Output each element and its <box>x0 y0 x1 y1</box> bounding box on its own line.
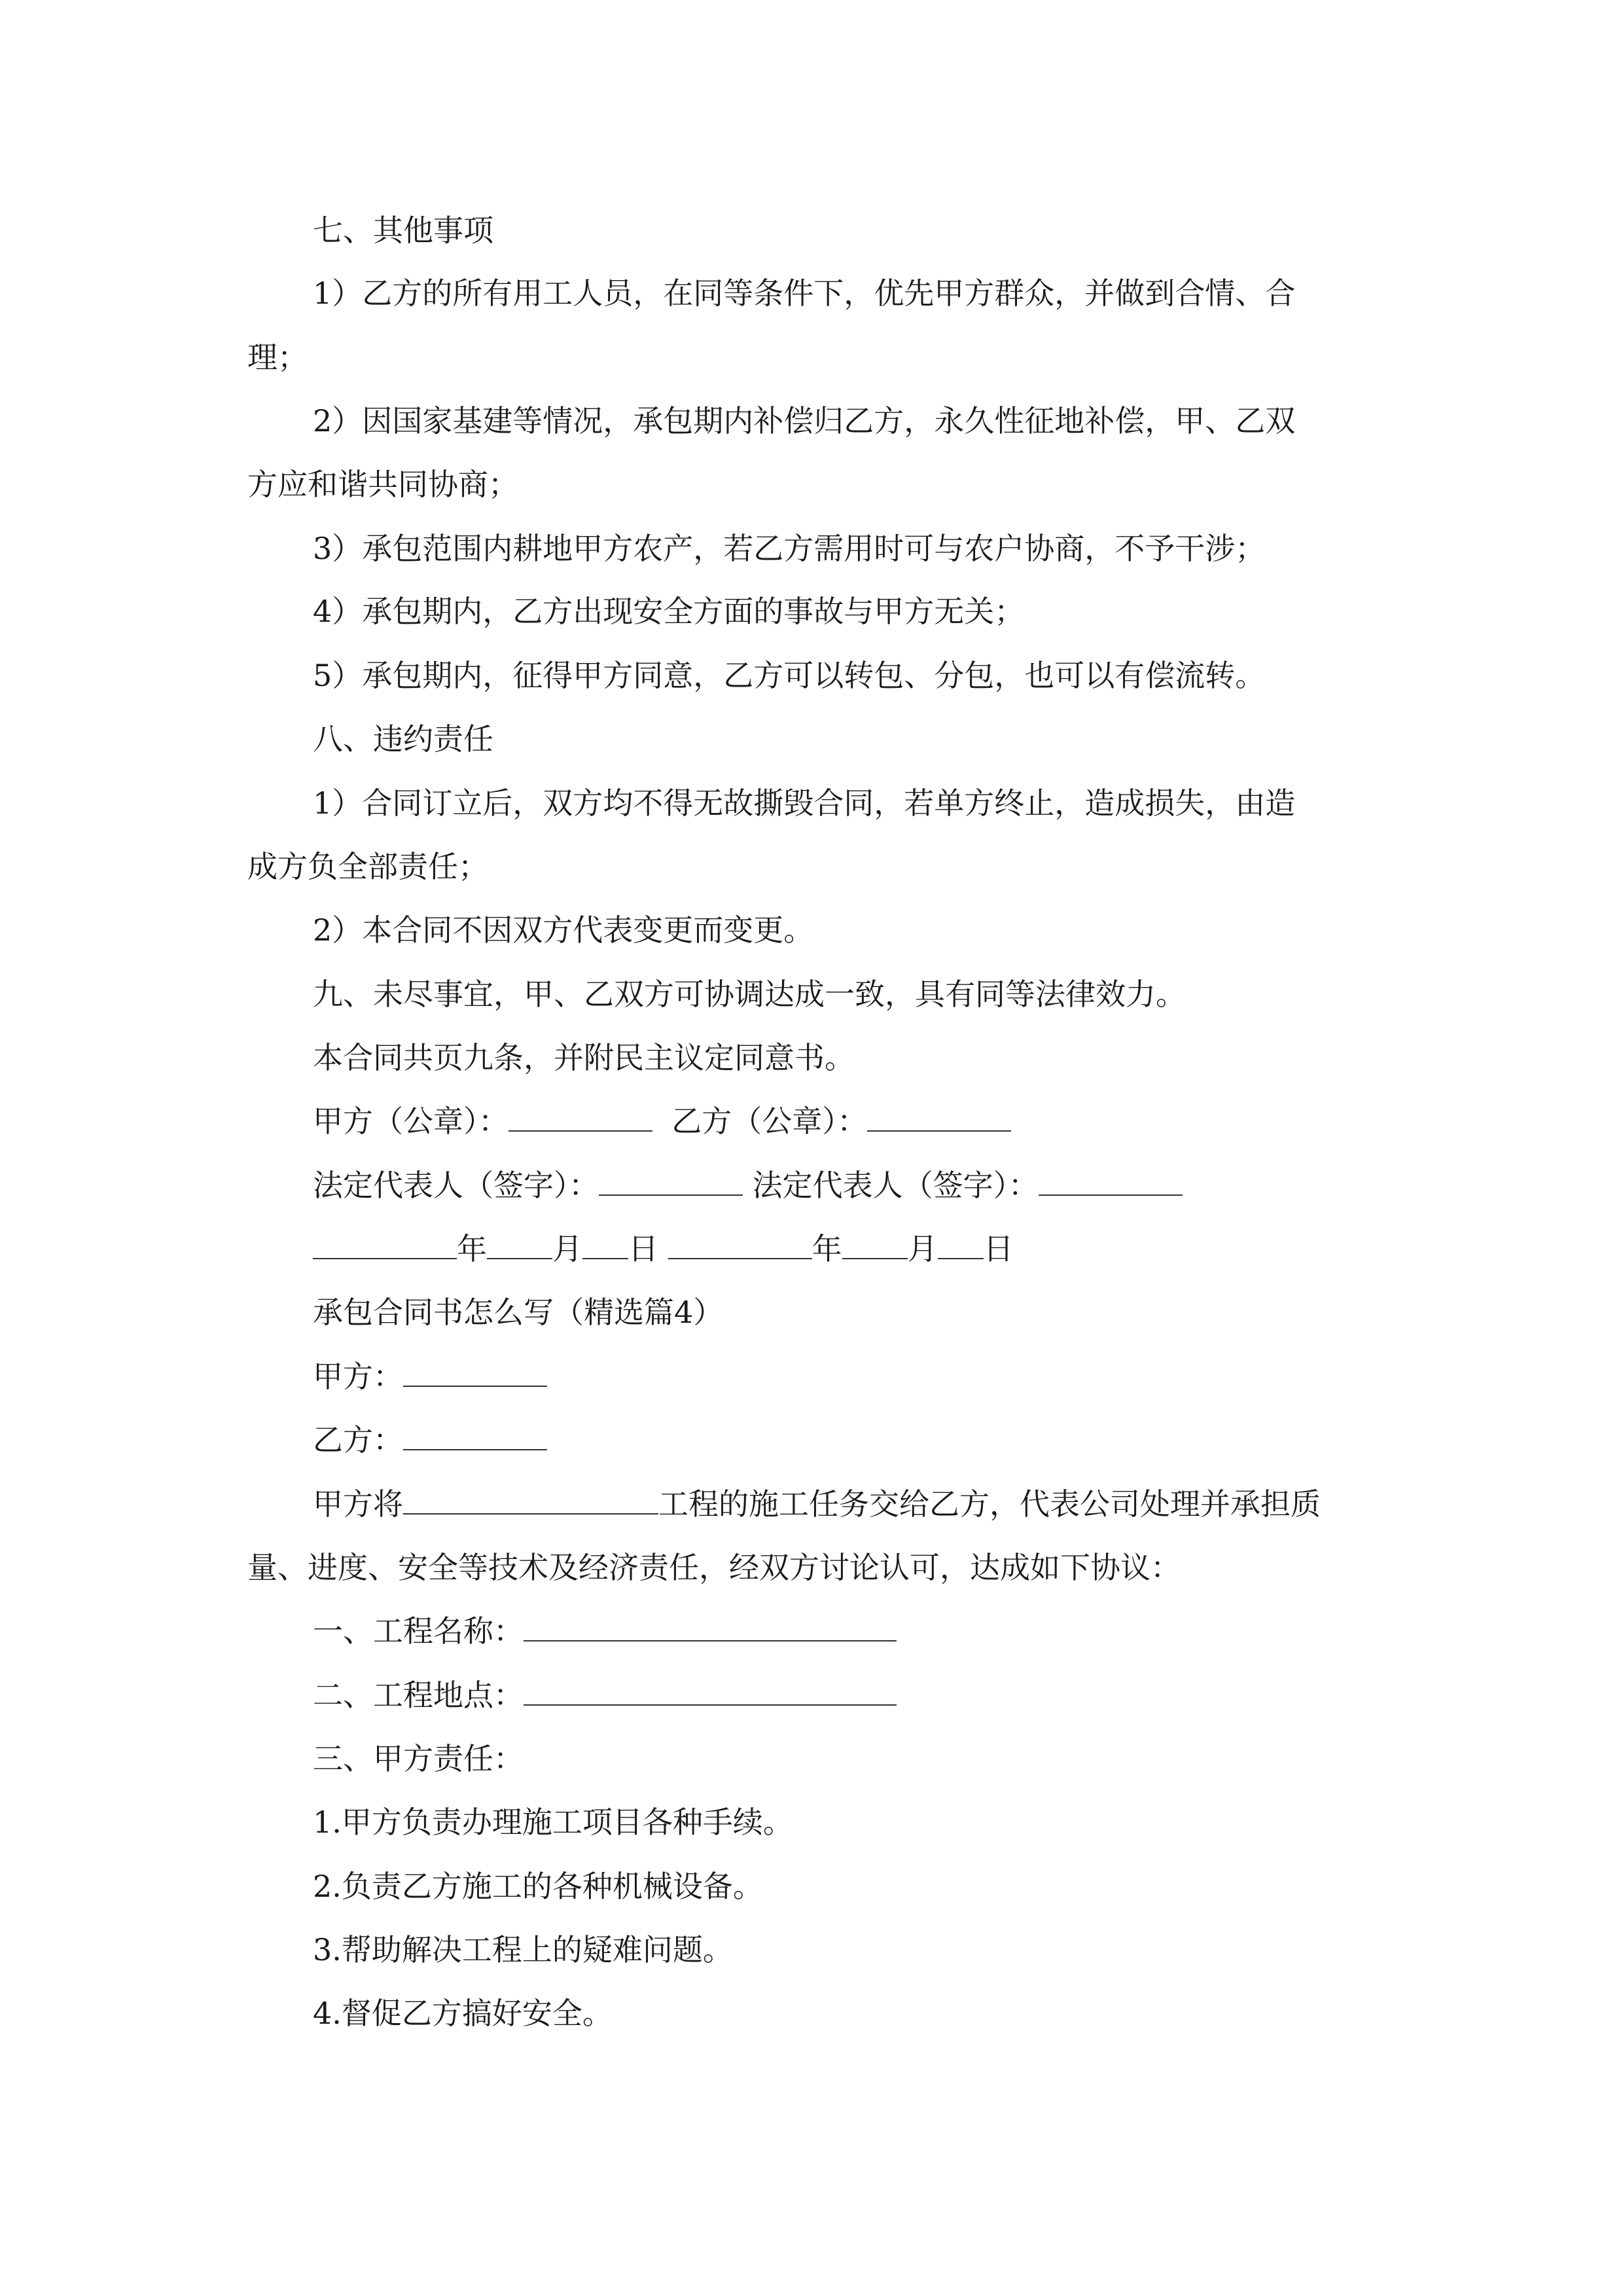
paragraph: 3）承包范围内耕地甲方农产，若乙方需用时可与农户协商，不予干涉； <box>313 531 1266 566</box>
section-heading: 八、违约责任 <box>313 721 493 757</box>
paragraph: 九、未尽事宜，甲、乙双方可协调达成一致，具有同等法律效力。 <box>313 977 1186 1012</box>
paragraph <box>313 1484 1321 1524</box>
day-label: 日 <box>983 1231 1014 1266</box>
paragraph-text: 甲方将 <box>313 1486 403 1522</box>
year-label: 年 <box>457 1231 487 1266</box>
paragraph: 4）承包期内，乙方出现安全方面的事故与甲方无关； <box>313 594 1025 629</box>
list-item: 1.甲方负责办理施工项目各种手续。 <box>313 1804 793 1840</box>
rep-b-label: 法定代表人（签字）： <box>752 1168 1039 1203</box>
paragraph-text: 工程的施工任务交给乙方，代表公司处理并承担质 <box>658 1486 1321 1522</box>
paragraph: 2）本合同不因双方代表变更而变更。 <box>313 912 814 948</box>
party-b-row <box>313 1420 547 1460</box>
paragraph: 方应和谐共同协商； <box>247 467 518 502</box>
section-heading: 三、甲方责任： <box>313 1741 524 1776</box>
paragraph: 理； <box>247 340 308 375</box>
paragraph: 1）乙方的所有用工人员，在同等条件下，优先甲方群众，并做到合情、合 <box>313 276 1296 311</box>
party-a-row <box>313 1357 547 1396</box>
list-item: 3.帮助解决工程上的疑难问题。 <box>313 1932 733 1967</box>
list-item: 2.负责乙方施工的各种机械设备。 <box>313 1869 763 1904</box>
section-heading: 七、其他事项 <box>313 213 493 248</box>
paragraph: 成方负全部责任； <box>247 849 488 884</box>
party-a-blank <box>403 1357 547 1387</box>
month-blank <box>487 1229 552 1259</box>
project-location-label: 二、工程地点： <box>313 1677 524 1713</box>
month-label: 月 <box>907 1231 938 1266</box>
project-name-label: 一、工程名称： <box>313 1613 524 1649</box>
month-label: 月 <box>552 1231 582 1266</box>
month-blank <box>842 1229 908 1259</box>
list-item: 4.督促乙方搞好安全。 <box>313 1996 613 2031</box>
signature-date-row <box>313 1229 1014 1268</box>
party-a-seal-label: 甲方（公章）： <box>313 1103 508 1139</box>
party-b-seal-blank <box>867 1102 1011 1132</box>
signature-seal-row <box>313 1102 1011 1141</box>
day-blank <box>582 1229 628 1259</box>
signature-rep-row <box>313 1166 1183 1205</box>
project-name-blank <box>524 1611 897 1641</box>
party-b-seal-label: 乙方（公章）： <box>671 1103 868 1139</box>
rep-b-blank <box>1039 1166 1183 1196</box>
year-blank <box>313 1229 457 1259</box>
year-label: 年 <box>812 1231 842 1266</box>
paragraph: 1）合同订立后，双方均不得无故撕毁合同，若单方终止，造成损失，由造 <box>313 785 1296 821</box>
party-a-seal-blank <box>508 1102 652 1132</box>
party-b-blank <box>403 1420 547 1450</box>
day-blank <box>938 1229 984 1259</box>
party-b-label: 乙方： <box>313 1422 403 1458</box>
paragraph: 量、进度、安全等技术及经济责任，经双方讨论认可，达成如下协议： <box>247 1550 1181 1585</box>
article-title: 承包合同书怎么写（精选篇4） <box>313 1295 724 1330</box>
project-name-row <box>313 1611 897 1651</box>
project-location-blank <box>524 1676 897 1706</box>
paragraph: 2）因国家基建等情况，承包期内补偿归乙方，永久性征地补偿，甲、乙双 <box>313 403 1296 439</box>
rep-a-blank <box>599 1166 743 1196</box>
paragraph: 5）承包期内，征得甲方同意，乙方可以转包、分包，也可以有偿流转。 <box>313 658 1266 693</box>
year-blank <box>668 1229 812 1259</box>
day-label: 日 <box>628 1231 658 1266</box>
rep-a-label: 法定代表人（签字）： <box>313 1168 599 1203</box>
paragraph: 本合同共页九条，并附民主议定同意书。 <box>313 1040 855 1075</box>
project-location-row <box>313 1676 897 1715</box>
party-a-label: 甲方： <box>313 1359 403 1394</box>
project-blank <box>403 1484 658 1515</box>
